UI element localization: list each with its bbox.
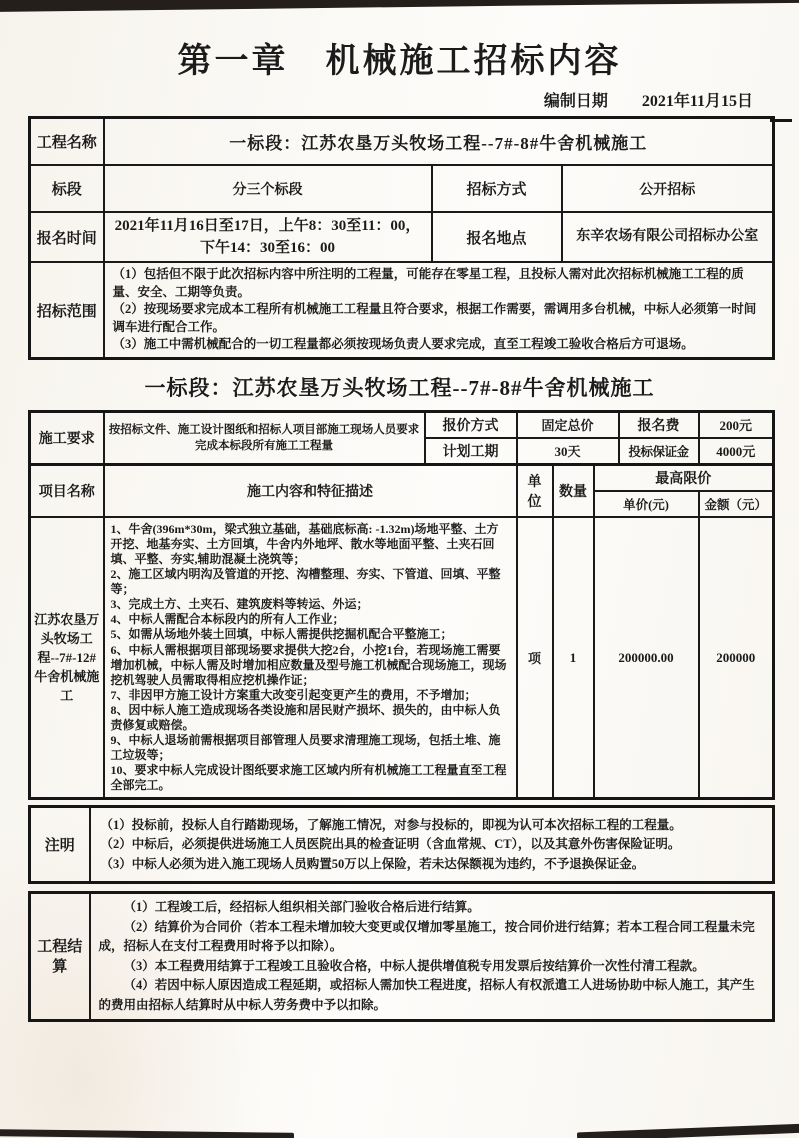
- construction-req-label: 施工要求: [30, 411, 104, 464]
- col-unit-price: 单价(元): [594, 491, 699, 517]
- reg-fee-label: 报名费: [619, 411, 699, 438]
- text-line: 8、因中标人施工造成现场各类设施和居民财产损坏、损失的，由中标人负责修复或赔偿。: [110, 702, 501, 733]
- scope-content: [104, 262, 774, 358]
- row-unit: 项: [517, 517, 553, 799]
- bid-bond-label: 投标保证金: [619, 438, 699, 465]
- notes-label: 注明: [30, 807, 90, 883]
- section-value: 分三个标段: [104, 165, 432, 212]
- project-name-label: 工程名称: [30, 117, 104, 165]
- notes-table: [28, 805, 775, 884]
- scope-label: 招标范围: [30, 262, 104, 358]
- table-top-rule-extension: [770, 119, 792, 122]
- table-row: [30, 165, 774, 212]
- settlement-label: 工程结算: [30, 893, 90, 1021]
- table-row: [30, 893, 774, 1021]
- col-amount: 金额（元）: [699, 491, 774, 517]
- registration-time-label: 报名时间: [30, 212, 104, 262]
- overview-table: [28, 116, 775, 360]
- text-line: （3）施工中需机械配合的一切工程量都必须按现场负责人要求完成，直至工程竣工验收合格后方可退场。: [112, 337, 694, 352]
- text-line: 9、中标人退场前需根据项目部管理人员要求清理施工现场，包括土堆、施工垃圾等；: [110, 733, 501, 763]
- text-line: （3）中标人必须为进入施工现场人员购置50万以上保险，若未达保额视为违约，不予退换保证金。: [100, 856, 645, 871]
- text-line: （4）若因中标人原因造成工程延期，或招标人需加快工程进度，招标人有权派遣工人进场协助中标人施工，其产生的费用由招标人结算时从中标人劳务费中予以扣除。: [98, 978, 755, 1012]
- description-list: [111, 522, 510, 794]
- text-line: （1）工程竣工后，经招标人组织相关部门验收合格后进行结算。: [123, 900, 480, 915]
- text-line: 3、完成土方、土夹石、建筑废料等转运、外运；: [110, 597, 369, 612]
- text-line: （2）按现场要求完成本工程所有机械施工工程量且符合要求，根据工作需要，需调用多台机械，中标人必须第一时间调车进行配合工作。: [112, 302, 757, 334]
- text-line: 1、牛舍(396m*30m，梁式独立基础，基础底标高: -1.32m)场地平整、土方开挖、地基夯实、土方回填，牛舍内外地坪、散水等地面平整、土夹石回填、平整、夯实,辅助混凝土浇筑等；: [110, 521, 499, 566]
- text-line: （2）中标后，必须提供进场施工人员医院出具的检查证明（含血常规、CT），以及其意外伤害保险证明。: [100, 837, 681, 852]
- scan-edge-bottom-right: [577, 1124, 799, 1138]
- table-row: [30, 212, 774, 262]
- text-line: （1）投标前，投标人自行踏勘现场，了解施工情况，对参与投标的，即视为认可本次招标工程的工程量。: [100, 817, 682, 832]
- work-items-table: [28, 463, 775, 801]
- date-value: 2021年11月15日: [641, 92, 753, 110]
- section-title: 一标段：江苏农垦万头牧场工程--7#-8#牛舍机械施工: [144, 375, 655, 400]
- date-label: 编制日期: [543, 92, 608, 110]
- col-project-name: 项目名称: [30, 464, 104, 517]
- quote-method-value: 固定总价: [517, 411, 619, 438]
- text-line: 7、非因甲方施工设计方案重大改变引起变更产生的费用，不予增加；: [110, 687, 477, 702]
- row-description: [104, 517, 517, 799]
- row-unit-price: 200000.00: [594, 517, 699, 799]
- col-description: 施工内容和特征描述: [104, 464, 517, 517]
- scope-list: [113, 266, 765, 354]
- table-row: [30, 517, 774, 799]
- table-row: [30, 117, 774, 165]
- registration-time-value: 2021年11月16日至17日，上午8：30至11：00，下午14：30至16：00: [104, 212, 432, 262]
- text-line: 2、施工区域内明沟及管道的开挖、沟槽整理、夯实、下管道、回填、平整等；: [110, 567, 501, 597]
- duration-label: 计划工期: [425, 438, 517, 465]
- settlement-content: [90, 893, 774, 1021]
- project-name-value: 一标段：江苏农垦万头牧场工程--7#-8#牛舍机械施工: [104, 117, 774, 165]
- settlement-table: [28, 891, 775, 1022]
- notes-list: [101, 816, 763, 875]
- table-header-row: [30, 464, 774, 491]
- construction-req-value: 按招标文件、施工设计图纸和招标人项目部施工现场人员要求完成本标段所有施工工程量: [104, 411, 425, 464]
- row-quantity: 1: [553, 517, 594, 799]
- settlement-list: [99, 898, 765, 1015]
- table-row: [30, 262, 774, 358]
- quote-method-label: 报价方式: [425, 411, 517, 438]
- text-line: 5、如需从场地外装土回填，中标人需提供挖掘机配合平整施工；: [110, 627, 453, 642]
- text-line: （3）本工程费用结算于工程竣工且验收合格，中标人提供增值税专用发票后按结算价一次性付清工程款。: [123, 958, 705, 973]
- col-unit: 单位: [517, 464, 553, 517]
- page-title: 第一章 机械施工招标内容: [177, 43, 622, 80]
- registration-place-value: 东辛农场有限公司招标办公室: [562, 212, 774, 262]
- row-project-name: 江苏农垦万头牧场工程--7#-12#牛舍机械施工: [30, 517, 104, 799]
- scan-edge-top: [0, 0, 799, 13]
- tender-method-label: 招标方式: [432, 165, 562, 212]
- text-line: 4、中标人需配合本标段内的所有人工作业；: [110, 612, 345, 627]
- tender-method-value: 公开招标: [562, 165, 774, 212]
- text-line: 6、中标人需根据项目部现场要求提供大挖2台，小挖1台，若现场施工需要增加机械，中标人需及时增加相应数量及型号施工机械配合现场施工，现场挖机驾驶人员需取得相应挖机操作证；: [110, 642, 507, 687]
- reg-fee-value: 200元: [699, 411, 774, 438]
- col-max-price: 最高限价: [594, 464, 774, 491]
- notes-content: [90, 807, 774, 883]
- duration-value: 30天: [517, 438, 619, 465]
- text-line: 10、要求中标人完成设计图纸要求施工区域内所有机械施工工程量直至工程全部完工。: [110, 763, 507, 793]
- section-label: 标段: [30, 165, 104, 212]
- text-line: （2）结算价为合同价（若本工程未增加较大变更或仅增加零星施工，按合同价进行结算；若本工程合同工程量未完成，招标人在支付工程费用时将予以扣除）。: [98, 919, 755, 954]
- registration-place-label: 报名地点: [432, 212, 562, 262]
- table-row: [30, 807, 774, 883]
- date-line: [0, 88, 799, 110]
- scan-edge-bottom-left: [0, 1129, 294, 1138]
- bid-terms-table: [28, 410, 775, 466]
- text-line: （1）包括但不限于此次招标内容中所注明的工程量，可能存在零星工程，且投标人需对此次招标机械施工工程的质量、安全、工期等负责。: [112, 267, 744, 299]
- row-amount: 200000: [699, 517, 774, 799]
- bid-bond-value: 4000元: [699, 438, 774, 465]
- table-row: [30, 411, 774, 438]
- col-quantity: 数量: [553, 464, 594, 517]
